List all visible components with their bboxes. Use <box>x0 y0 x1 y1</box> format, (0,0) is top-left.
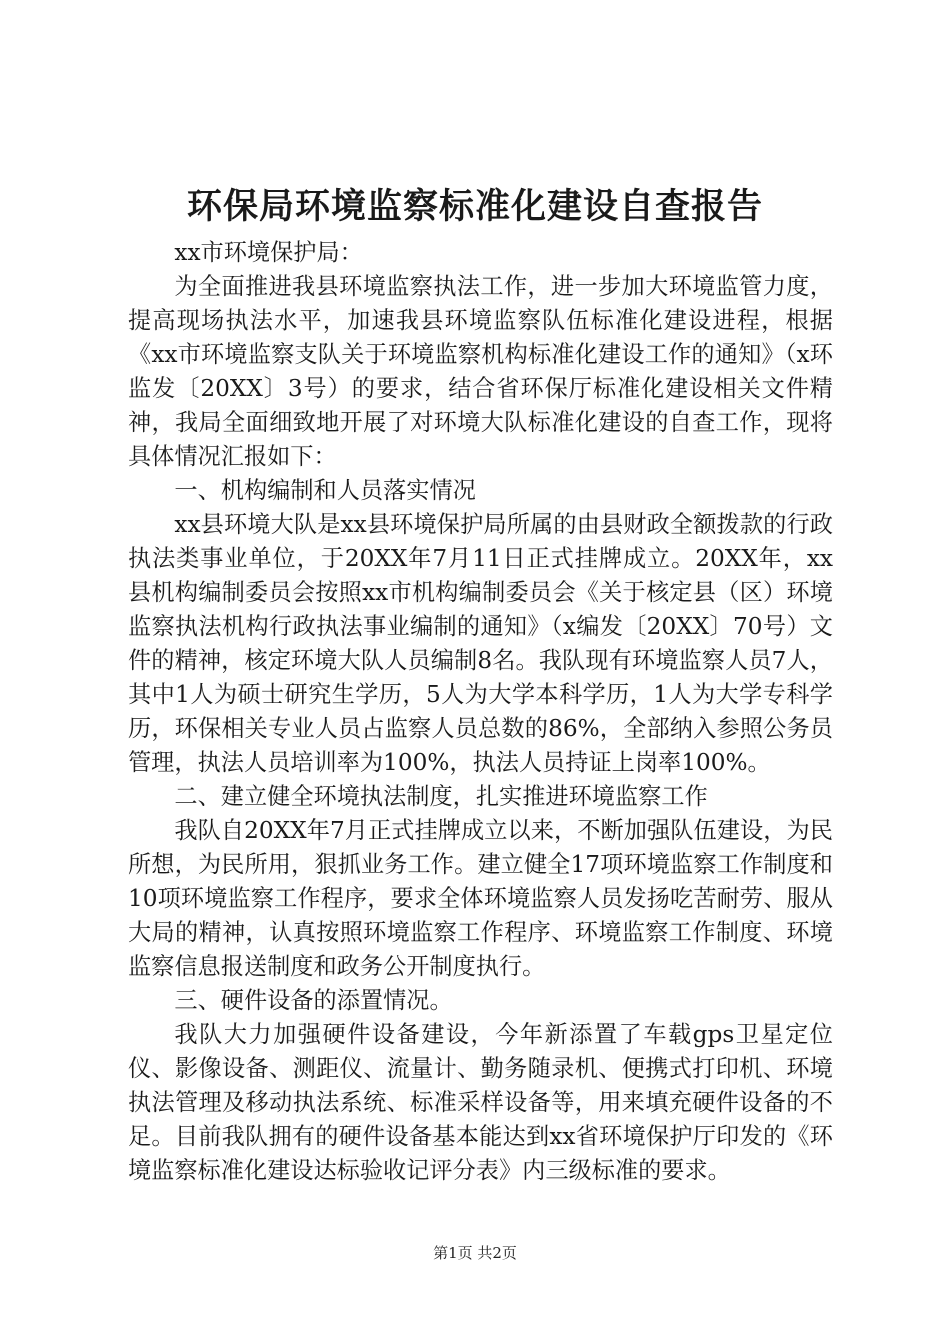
section-1-paragraph: xx县环境大队是xx县环境保护局所属的由县财政全额拨款的行政执法类事业单位，于20XX年7月11日正式挂牌成立。20XX年，xx县机构编制委员会按照xx市机构编制委员会《关于核定县（区）环境监察执法机构行政执法事业编制的通知》（x编发〔20XX〕70号）文件的精神，核定环境大队人员编制8名。我队现有环境监察人员7人，其中1人为硕士研究生学历，5人为大学本科学历，1人为大学专科学历，环保相关专业人员占监察人员总数的86%，全部纳入参照公务员管理，执法人员培训率为100%，执法人员持证上岗率100%。 <box>128 511 833 776</box>
section-heading-2: 二、建立健全环境执法制度，扎实推进环境监察工作 <box>174 783 708 810</box>
section-3-paragraph: 我队大力加强硬件设备建设，今年新添置了车载gps卫星定位仪、影像设备、测距仪、流量计、勤务随录机、便携式打印机、环境执法管理及移动执法系统、标准采样设备等，用来填充硬件设备的不足。目前我队拥有的硬件设备基本能达到xx省环境保护厅印发的《环境监察标准化建设达标验收记评分表》内三级标准的要求。 <box>128 1021 833 1184</box>
document-body <box>128 236 833 1188</box>
document-title: 环保局环境监察标准化建设自查报告 <box>186 186 763 227</box>
section-heading-3: 三、硬件设备的添置情况。 <box>174 987 453 1014</box>
addressee-line: xx市环境保护局： <box>174 239 363 266</box>
intro-paragraph: 为全面推进我县环境监察执法工作，进一步加大环境监管力度，提高现场执法水平，加速我县环境监察队伍标准化建设进程，根据《xx市环境监察支队关于环境监察机构标准化建设工作的通知》（x环监发〔20XX〕3号）的要求，结合省环保厅标准化建设相关文件精神，我局全面细致地开展了对环境大队标准化建设的自查工作，现将具体情况汇报如下： <box>128 273 833 470</box>
section-2-paragraph: 我队自20XX年7月正式挂牌成立以来，不断加强队伍建设，为民所想，为民所用，狠抓业务工作。建立健全17项环境监察工作制度和10项环境监察工作程序，要求全体环境监察人员发扬吃苦耐劳、服从大局的精神，认真按照环境监察工作程序、环境监察工作制度、环境监察信息报送制度和政务公开制度执行。 <box>128 817 833 980</box>
section-heading-1: 一、机构编制和人员落实情况 <box>174 477 476 504</box>
page-number: 第1页 共2页 <box>433 1244 517 1262</box>
